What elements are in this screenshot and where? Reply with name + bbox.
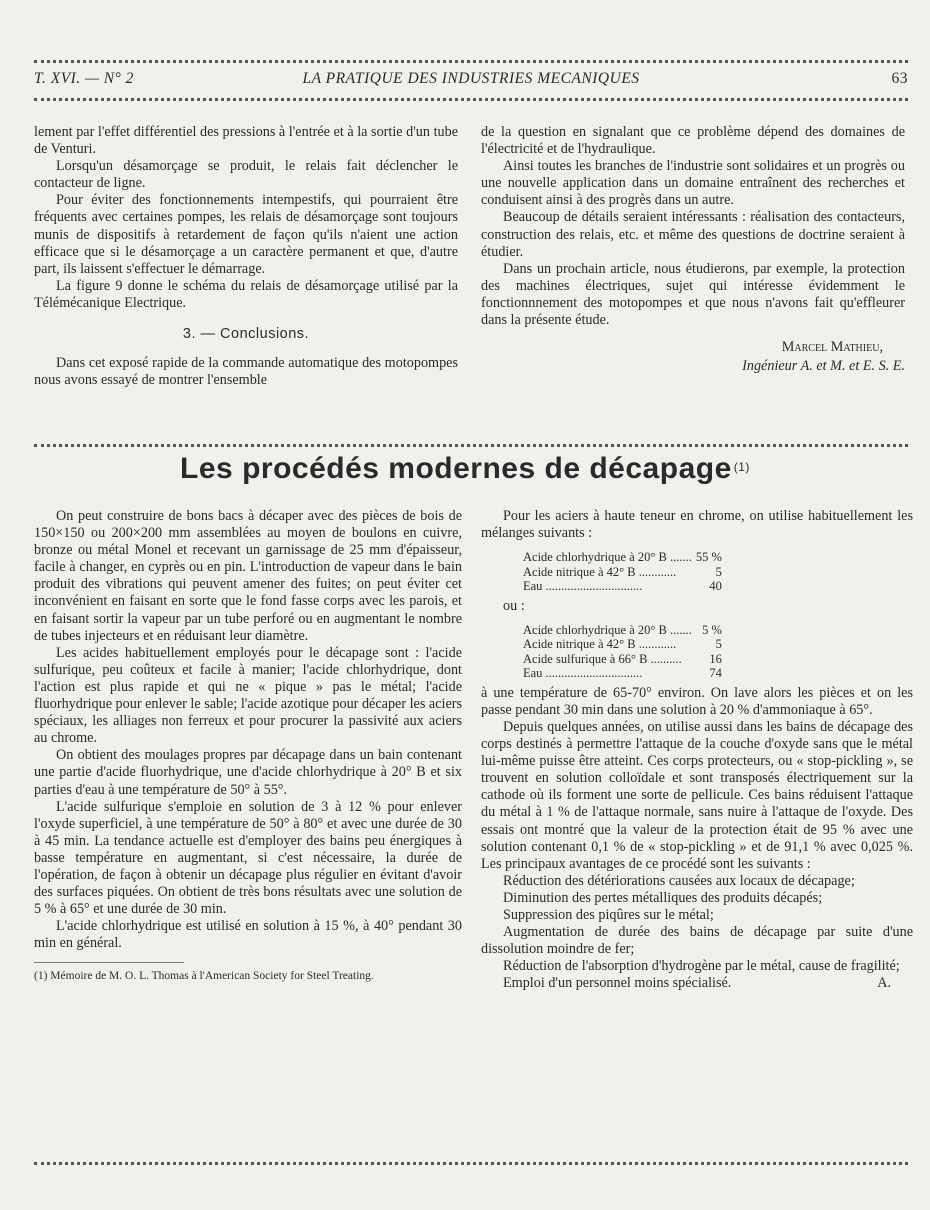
recipe-quantity: 5 % [702, 622, 722, 637]
paragraph: Depuis quelques années, on utilise aussi dans les bains de décapage des corps destinés à permettre l'attaque de la couche d'oxyde sans que le métal lui-même puisse être atteint. Ces corps protecteurs, ou « stop-pickling », se trouvent en solution colloïdale et sont transposés électriquement sur la cathode où ils forment une sorte de pellicule. Ces bains réduisent l'attaque du métal à 1 % de l'attaque normale, sans nuire à l'attaque de l'oxyde. Des essais ont montré que la valeur de la protection était de 95 % avec une solution contenant 0,1 % de « stop-pickling » et de 91,1 % avec 0,025 %. Les principaux avantages de ce procédé sont les suivants : [481, 718, 913, 872]
running-header [34, 70, 908, 92]
advantage-item: Réduction des détériorations causées aux locaux de décapage; [503, 872, 855, 889]
alternative-label: ou : [503, 597, 525, 614]
recipe-ingredient: Eau ............................... [523, 579, 643, 594]
paragraph: Dans un prochain article, nous étudierons, par exemple, la protection des machines électriques, sujet qui intéresse évidemment le fonctionnnement des motopompes et que nous n'avons fait qu'effleurer dans la présente étude. [481, 260, 905, 329]
paragraph: Pour éviter des fonctionnements intempestifs, qui pourraient être fréquents avec certaines pompes, les relais de désamorçage sont toujours munis de dispositifs à retardement de façon qu'ils n'aient une action efficace que si le désamorçage a un caractère permanent et que, d'autre part, ils laissent s'effectuer le démarrage. [34, 192, 458, 277]
paragraph: Dans cet exposé rapide de la commande automatique des motopompes nous avons essayé de montrer l'ensemble [34, 355, 458, 389]
recipe-row [523, 623, 722, 638]
prev-article-left-column [34, 124, 458, 389]
volume-number: T. XVI. — N° 2 [34, 70, 134, 87]
recipe-ingredient: Acide sulfurique à 66° B .......... [523, 651, 682, 666]
advantage-item: Diminution des pertes métalliques des produits décapés; [503, 889, 823, 906]
section-heading: 3. — Conclusions. [182, 326, 310, 343]
footnote-mark: (1) [34, 970, 48, 983]
article-separator-rule [34, 444, 908, 447]
recipe-ingredient: Acide chlorhydrique à 20° B ....... [523, 622, 692, 637]
paragraph: Pour les aciers à haute teneur en chrome, on utilise habituellement les mélanges suivants : [481, 508, 913, 542]
footnote [34, 969, 464, 983]
recipe-row [523, 565, 722, 580]
recipe-quantity: 16 [709, 651, 722, 666]
recipe-row [523, 666, 722, 681]
author-name: Marcel Mathieu, [781, 339, 883, 356]
title-footnote-mark: (1) [733, 460, 750, 474]
recipe-quantity: 40 [709, 579, 722, 594]
paragraph: à une température de 65-70° environ. On lave alors les pièces et on les passe pendant 30 min dans une solution à 20 % d'ammoniaque à 65°. [481, 684, 913, 718]
recipe-ingredient: Eau ............................... [523, 666, 643, 681]
prev-article-right-column [481, 124, 905, 375]
paragraph: L'acide sulfurique s'emploie en solution de 3 à 12 % pour enlever l'oxyde superficiel, à une température de 50° à 80° et avec une durée de 30 à 45 min. La tendance actuelle est d'employer des bains peu énergiques à basse température en augmentant, si c'est nécessaire, la durée de l'opération, de façon à obtenir un décapage plus régulier en évitant d'avoir des surfaces piquées. On obtient de très bons résultats avec une solution de 5 % à 65° et une durée de 30 min. [34, 798, 462, 918]
recipe-ingredient: Acide nitrique à 42° B ............ [523, 637, 677, 652]
article-title-text: Les procédés modernes de décapage [180, 452, 732, 485]
advantage-item [481, 975, 913, 992]
recipe-row [523, 637, 722, 652]
recipe-quantity: 55 % [695, 550, 722, 565]
recipe-quantity: 5 [715, 564, 722, 579]
recipe-row [523, 579, 722, 594]
journal-title: LA PRATIQUE DES INDUSTRIES MECANIQUES [302, 70, 640, 87]
article-title [0, 452, 930, 486]
article-signature: A. [877, 975, 891, 992]
paragraph: Ainsi toutes les branches de l'industrie sont solidaires et un progrès ou une nouvelle application dans un domaine entraînent des recherches et conduisent ainsi à des progrès dans un autre. [481, 158, 905, 209]
paragraph: On peut construire de bons bacs à décaper avec des pièces de bois de 150×150 ou 200×200 mm assemblées au moyen de boulons en cuivre, bronze ou métal Monel et recevant un garnissage de 25 mm d'épaisseur, facile à changer, en cyprès ou en pin. L'introduction de vapeur dans le bain produit des vibrations qui peuvent amener des fuites; on peut éviter cet inconvénient en faisant en sorte que le fond fasse corps avec les parois, et en faisant sortir la vapeur par un tube perforé ou en augmentant le nombre de tubes injecteurs et en réduisant leur diamètre. [34, 508, 462, 644]
paragraph: Beaucoup de détails seraient intéressants : réalisation des contacteurs, construction des relais, etc. et même des questions de doctrine seraient à étudier. [481, 209, 905, 260]
paragraph: On obtient des moulages propres par décapage dans un bain contenant une partie d'acide fluorhydrique, une d'acide chlorhydrique à 20° B et six parties d'eau à une température de 50° à 55°. [34, 747, 462, 798]
advantage-item: Augmentation de durée des bains de décapage par suite d'une dissolution moindre de fer; [481, 924, 913, 958]
paragraph: de la question en signalant que ce problème dépend des domaines de l'électricité et de l'hydraulique. [481, 124, 905, 158]
recipe-ingredient: Acide nitrique à 42° B ............ [523, 564, 677, 579]
top-rule [34, 60, 908, 63]
recipe-row [523, 652, 722, 667]
article-right-column [481, 508, 913, 992]
footnote-rule [34, 962, 184, 969]
bottom-rule [34, 1162, 908, 1165]
recipe-row [523, 550, 722, 565]
advantage-item-text: Emploi d'un personnel moins spécialisé. [503, 975, 732, 992]
paragraph: Lorsqu'un désamorçage se produit, le relais fait déclencher le contacteur de ligne. [34, 158, 458, 192]
header-rule [34, 98, 908, 101]
recipe-table-1 [523, 550, 722, 594]
paragraph: lement par l'effet différentiel des pressions à l'entrée et à la sortie d'un tube de Venturi. [34, 124, 458, 158]
recipe-table-2 [523, 623, 722, 681]
recipe-quantity: 5 [715, 637, 722, 652]
advantage-item: Réduction de l'absorption d'hydrogène par le métal, cause de fragilité; [503, 958, 900, 975]
paragraph: La figure 9 donne le schéma du relais de désamorçage utilisé par la Télémécanique Electrique. [34, 277, 458, 311]
advantage-item: Suppression des piqûres sur le métal; [503, 907, 714, 923]
recipe-ingredient: Acide chlorhydrique à 20° B ....... [523, 550, 692, 565]
footnote-text: Mémoire de M. O. L. Thomas à l'American Society for Steel Treating. [50, 970, 374, 983]
article-left-column [34, 508, 462, 983]
author-signature [481, 339, 905, 375]
paragraph: L'acide chlorhydrique est utilisé en solution à 15 %, à 40° pendant 30 min en général. [34, 918, 462, 952]
author-role: Ingénieur A. et M. et E. S. E. [742, 358, 905, 375]
recipe-quantity: 74 [709, 666, 722, 681]
page-number: 63 [891, 70, 908, 87]
paragraph: Les acides habituellement employés pour le décapage sont : l'acide sulfurique, peu coûteux et facile à manier; l'acide chlorhydrique, dont l'action est plus rapide et qui ne « pique » pas le métal; l'acide fluorhydrique pour enlever le sable; l'acide azotique pour décaper les aciers spéciaux, les alliages non ferreux et pour procurer la passivité aux aciers au chrome. [34, 644, 462, 747]
